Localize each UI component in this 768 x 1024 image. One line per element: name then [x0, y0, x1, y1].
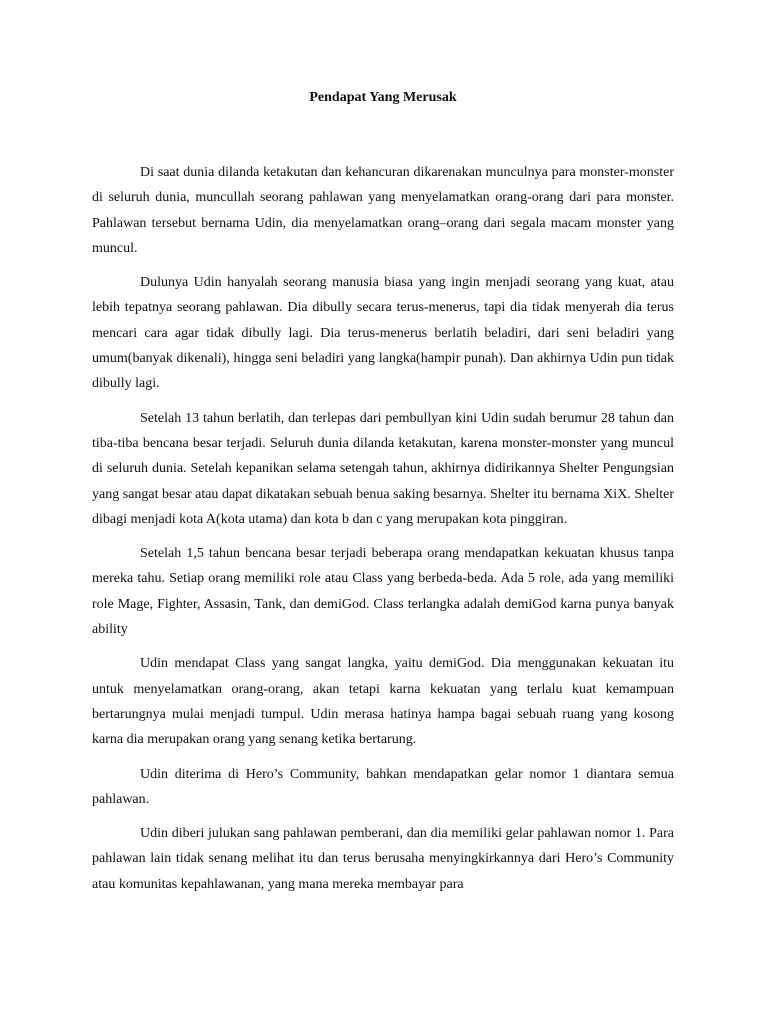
- document-body: [92, 86, 674, 906]
- paragraph-5: Udin mendapat Class yang sangat langka, yaitu demiGod. Dia menggunakan kekuatan itu untuk menyelamatkan orang-orang, akan tetapi karna kekuatan yang terlalu kuat kemampuan bertarungnya mulai menjadi tumpul. Udin merasa hatinya hampa bagai sebuah ruang yang kosong karna dia merupakan orang yang senang ketika bertarung.: [92, 656, 674, 748]
- paragraph-4: Setelah 1,5 tahun bencana besar terjadi beberapa orang mendapatkan kekuatan khusus tanpa mereka tahu. Setiap orang memiliki role atau Class yang berbeda-beda. Ada 5 role, ada yang memiliki role Mage, Fighter, Assasin, Tank, dan demiGod. Class terlangka adalah demiGod karna punya banyak ability: [92, 546, 674, 638]
- paragraph-6: Udin diterima di Hero’s Community, bahkan mendapatkan gelar nomor 1 diantara semua pahlawan.: [92, 766, 674, 807]
- paragraph-1: Di saat dunia dilanda ketakutan dan kehancuran dikarenakan munculnya para monster-monster di seluruh dunia, muncullah seorang pahlawan yang menyelamatkan orang-orang dari para monster. Pahlawan tersebut bernama Udin, dia menyelamatkan orang–orang dari segala macam monster yang muncul.: [92, 165, 674, 256]
- paragraph-7: Udin diberi julukan sang pahlawan pemberani, dan dia memiliki gelar pahlawan nomor 1. Para pahlawan lain tidak senang melihat itu dan terus berusaha menyingkirkannya dari Hero’s Community atau komunitas kepahlawanan, yang mana mereka membayar para: [92, 826, 674, 892]
- paragraph-3: Setelah 13 tahun berlatih, dan terlepas dari pembullyan kini Udin sudah berumur 28 tahun dan tiba-tiba bencana besar terjadi. Seluruh dunia dilanda ketakutan, karena monster-monster yang muncul di seluruh dunia. Setelah kepanikan selama setengah tahun, akhirnya didirikannya Shelter Pengungsian yang sangat besar atau dapat dikatakan sebuah benua saking besarnya. Shelter itu bernama XiX. Shelter dibagi menjadi kota A(kota utama) dan kota b dan c yang merupakan kota pinggiran.: [92, 410, 674, 527]
- document-title: Pendapat Yang Merusak: [309, 90, 457, 105]
- paragraph-2: Dulunya Udin hanyalah seorang manusia biasa yang ingin menjadi seorang yang kuat, atau lebih tepatnya seorang pahlawan. Dia dibully secara terus-menerus, tapi dia tidak menyerah dia terus mencari cara agar tidak dibully lagi. Dia terus-menerus berlatih beladiri, dari seni beladiri yang umum(banyak dikenali), hingga seni beladiri yang langka(hampir punah). Dan akhirnya Udin pun tidak dibully lagi.: [92, 275, 674, 392]
